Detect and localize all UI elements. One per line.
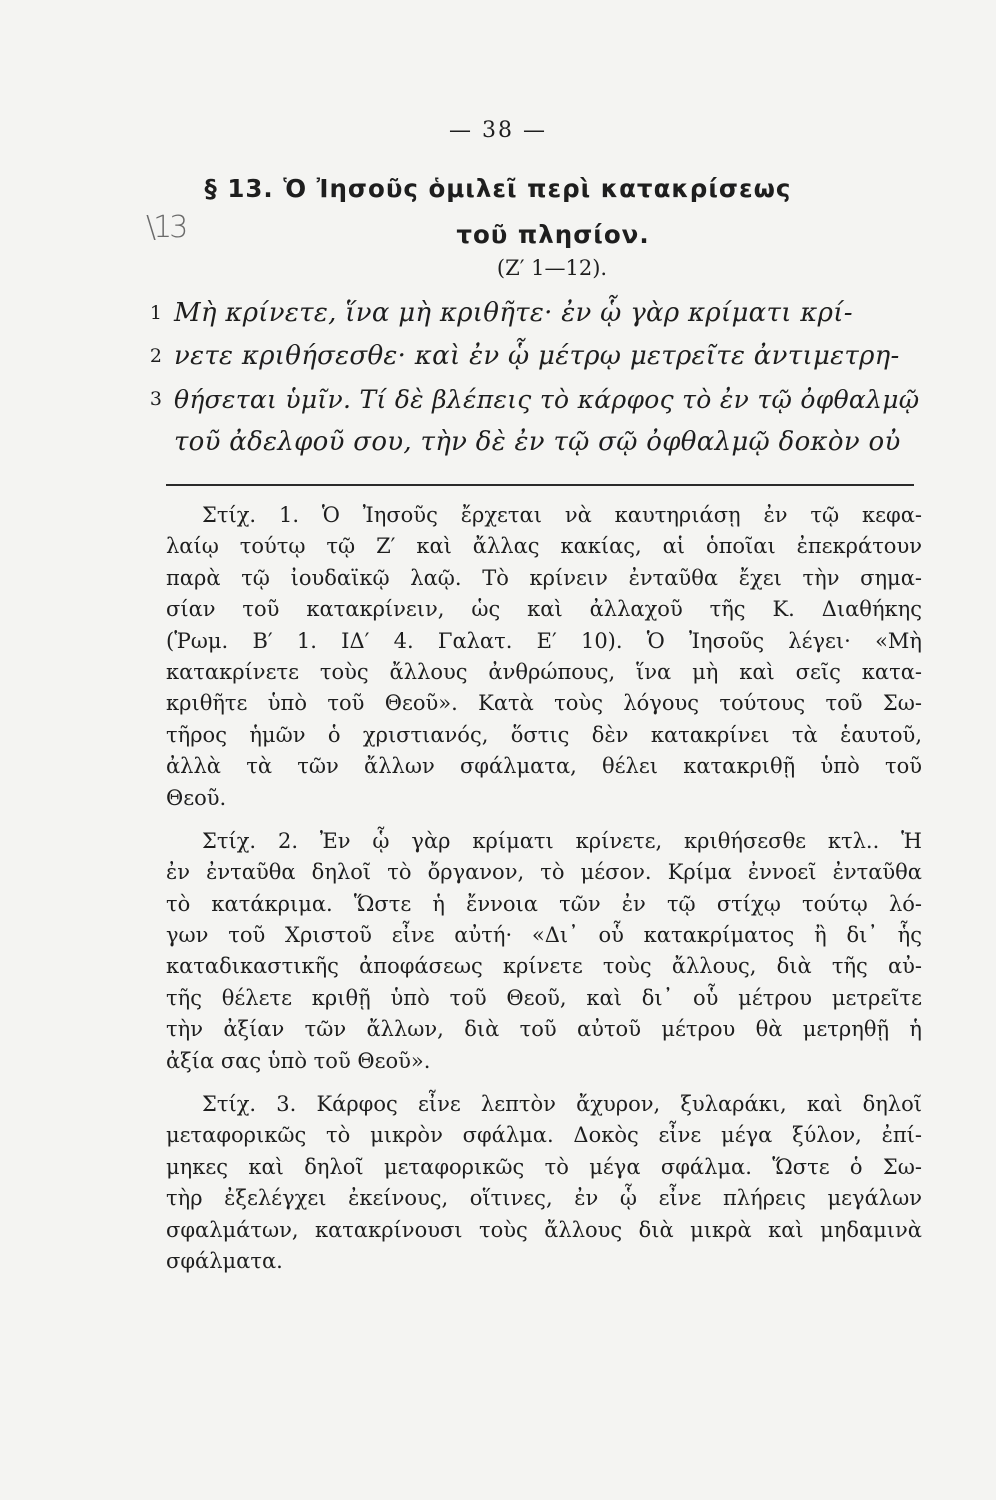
- commentary-line: γων τοῦ Χριστοῦ εἶνε αὐτή· «Δι᾽ οὗ κατακρίματος ἢ δι᾽ ἧς: [166, 923, 922, 948]
- commentary-line: κριθῆτε ὑπὸ τοῦ Θεοῦ». Κατὰ τοὺς λόγους τούτους τοῦ Σω-: [166, 691, 922, 716]
- commentary-line: μεταφορικῶς τὸ μικρὸν σφάλμα. Δοκὸς εἶνε μέγα ξύλον, ἐπί-: [166, 1123, 922, 1148]
- section-title-line-1: § 13. Ὁ Ἰησοῦς ὁμιλεῖ περὶ κατακρίσεως: [204, 174, 792, 203]
- verse-number: 2: [149, 345, 162, 367]
- verse-line: [150, 421, 930, 464]
- commentary-line: (Ῥωμ. Β′ 1. ΙΔ′ 4. Γαλατ. Ε′ 10). Ὁ Ἰησοῦς λέγει· «Μὴ: [166, 628, 922, 653]
- section-title: [0, 166, 996, 258]
- commentary-line: ἀλλὰ τὰ τῶν ἄλλων σφάλματα, θέλει κατακριθῇ ὑπὸ τοῦ: [166, 754, 922, 779]
- commentary-line: τὴν ἀξίαν τῶν ἄλλων, διὰ τοῦ αὐτοῦ μέτρου θὰ μετρηθῇ ἡ: [166, 1017, 922, 1042]
- commentary-line: κατακρίνετε τοὺς ἄλλους ἀνθρώπους, ἵνα μὴ καὶ σεῖς κατα-: [166, 659, 922, 684]
- verse-text: Μὴ κρίνετε, ἵνα μὴ κριθῆτε· ἐν ᾧ γὰρ κρίματι κρί-: [174, 298, 853, 328]
- commentary-line: Στίχ. 1. Ὁ Ἰησοῦς ἔρχεται νὰ καυτηριάσῃ ἐν τῷ κεφα-: [202, 503, 922, 527]
- section-title-line-2: τοῦ πλησίον.: [456, 220, 650, 249]
- commentary-line: τὸ κατάκριμα. Ὥστε ἡ ἔννοια τῶν ἐν τῷ στίχῳ τούτῳ λό-: [166, 891, 922, 916]
- verse-text: τοῦ ἀδελφοῦ σου, τὴν δὲ ἐν τῷ σῷ ὀφθαλμῷ δοκὸν οὐ: [174, 427, 901, 457]
- verse-line: [150, 378, 930, 421]
- commentary-line: σίαν τοῦ κατακρίνειν, ὡς καὶ ἀλλαχοῦ τῆς Κ. Διαθήκης: [166, 597, 922, 622]
- verse-number: 3: [149, 388, 162, 410]
- verse-text: θήσεται ὑμῖν. Τί δὲ βλέπεις τὸ κάρφος τὸ ἐν τῷ ὀφθαλμῷ: [174, 385, 920, 414]
- scripture-verses: [150, 292, 930, 464]
- commentary-line: τὴρ ἐξελέγχει ἐκείνους, οἵτινες, ἐν ᾧ εἶνε πλήρεις μεγάλων: [166, 1186, 922, 1211]
- page-number: — 38 —: [449, 118, 547, 143]
- separator-rule: [166, 484, 914, 486]
- commentary-line: μηκες καὶ δηλοῖ μεταφορικῶς τὸ μέγα σφάλμα. Ὥστε ὁ Σω-: [166, 1154, 922, 1179]
- commentary: [166, 500, 922, 1277]
- margin-note: \13: [146, 210, 186, 245]
- commentary-line: Στίχ. 3. Κάρφος εἶνε λεπτὸν ἄχυρον, ξυλαράκι, καὶ δηλοῖ: [202, 1092, 922, 1117]
- commentary-line: ἐν ἐνταῦθα δηλοῖ τὸ ὄργανον, τὸ μέσον. Κρίμα ἐννοεῖ ἐνταῦθα: [166, 860, 922, 885]
- chapter-reference: (Ζ′ 1—12).: [496, 256, 608, 280]
- commentary-line: Στίχ. 2. Ἐν ᾧ γὰρ κρίματι κρίνετε, κριθήσεσθε κτλ.. Ἡ: [202, 828, 922, 853]
- commentary-line: ἀξία σας ὑπὸ τοῦ Θεοῦ».: [166, 1048, 431, 1073]
- verse-line: [150, 292, 930, 335]
- commentary-line: καταδικαστικῆς ἀποφάσεως κρίνετε τοὺς ἄλλους, διὰ τῆς αὐ-: [166, 954, 922, 979]
- verse-text: νετε κριθήσεσθε· καὶ ἐν ᾧ μέτρῳ μετρεῖτε ἀντιμετρη-: [174, 341, 900, 371]
- commentary-line: σφάλματα.: [166, 1248, 283, 1273]
- verse-number: 1: [149, 302, 162, 324]
- commentary-line: παρὰ τῷ ἰουδαϊκῷ λαῷ. Τὸ κρίνειν ἐνταῦθα ἔχει τὴν σημα-: [166, 565, 922, 590]
- commentary-line: Θεοῦ.: [166, 785, 227, 810]
- commentary-line: τῆς θέλετε κριθῇ ὑπὸ τοῦ Θεοῦ, καὶ δι᾽ οὗ μέτρου μετρεῖτε: [166, 985, 922, 1010]
- verse-line: [150, 335, 930, 378]
- commentary-line: λαίῳ τούτῳ τῷ Ζ′ καὶ ἄλλας κακίας, αἱ ὁποῖαι ἐπεκράτουν: [166, 534, 922, 559]
- commentary-line: τῆρος ἡμῶν ὁ χριστιανός, ὅστις δὲν κατακρίνει τὰ ἑαυτοῦ,: [166, 722, 922, 747]
- commentary-line: σφαλμάτων, κατακρίνουσι τοὺς ἄλλους διὰ μικρὰ καὶ μηδαμινὰ: [166, 1217, 922, 1242]
